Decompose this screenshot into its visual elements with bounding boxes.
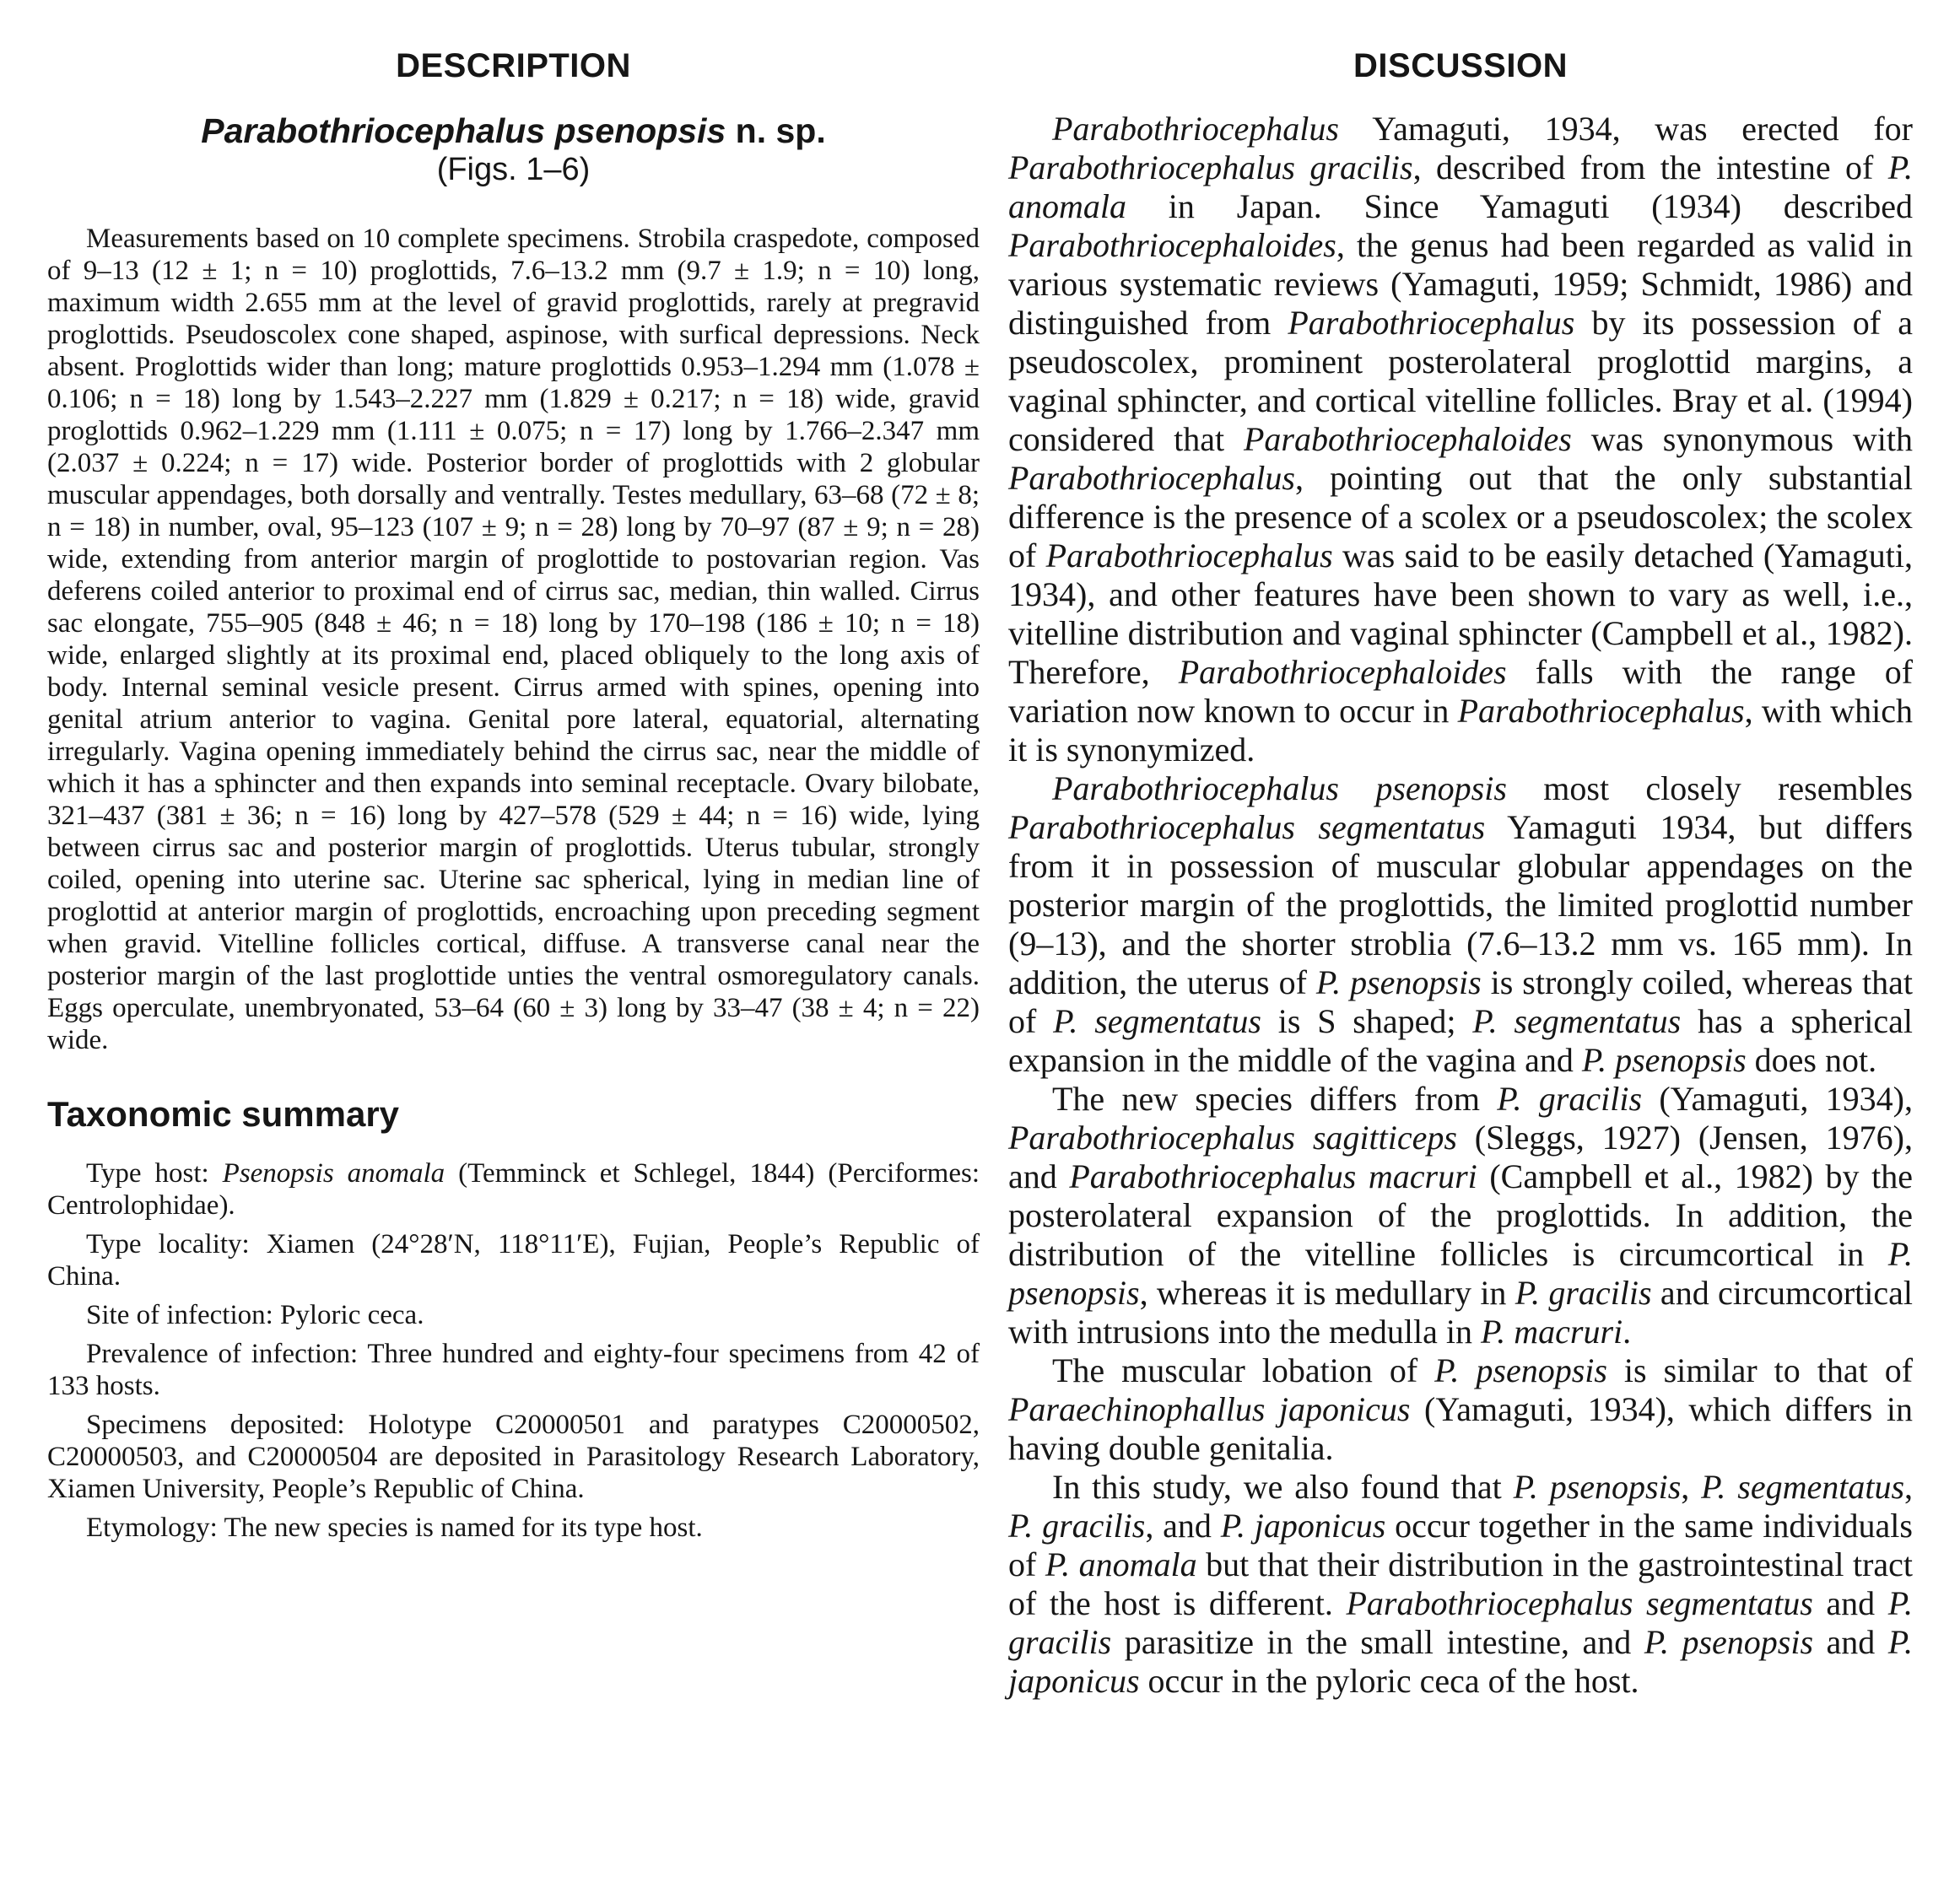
text-run: , pointing out that the only substantial difference is the presence of a scolex or a pseudoscolex; the scolex of (1008, 459, 1913, 574)
left-column (47, 47, 980, 1893)
text-run: , described from the intestine of (1412, 148, 1888, 186)
italic-text-run: P. gracilis (1497, 1080, 1643, 1118)
italic-text-run: Parabothriocephalus (1008, 459, 1295, 497)
discussion-heading: DISCUSSION (1353, 47, 1568, 84)
text-run: is strongly coiled, whereas that of (1008, 963, 1914, 1040)
italic-text-run: Parabothriocephaloides (1243, 420, 1572, 458)
text-run: has a spherical expansion in the middle of the vagina and (1008, 1002, 1913, 1079)
text-run: is similar to that of (1606, 1351, 1914, 1389)
text-run: Etymology: The new species is named for its type host. (86, 1513, 703, 1543)
text-run: The muscular lobation of (1052, 1351, 1435, 1389)
italic-text-run: Parabothriocephaloides (1178, 653, 1507, 691)
italic-text-run: P. japonicus (1008, 1623, 1914, 1700)
text-run: (Yamaguti, 1934), which differs in having double genitalia. (1008, 1390, 1913, 1467)
italic-text-run: Parabothriocephalus macruri (1069, 1157, 1477, 1195)
italic-text-run: P. psenopsis (1008, 1235, 1913, 1312)
text-run: , the genus had been regarded as valid in various systematic reviews (Yamaguti, 1959; Schmidt, 1986) and distinguished from (1008, 226, 1913, 342)
discussion-paragraph (1008, 1468, 1913, 1701)
taxonomy-item (47, 1299, 980, 1331)
text-run: Prevalence of infection: Three hundred and eighty-four specimens from 42 of 133 hosts. (47, 1339, 980, 1401)
species-title-suffix: n. sp. (726, 111, 826, 150)
text-run: falls with the range of variation now known to occur in (1008, 653, 1914, 730)
italic-text-run: P. psenopsis (1513, 1468, 1682, 1506)
italic-text-run: P. segmentatus (1472, 1002, 1682, 1040)
text-run: Yamaguti, 1934, was erected for (1338, 110, 1913, 148)
text-run: and (1813, 1623, 1888, 1661)
right-column (1008, 47, 1913, 1893)
taxonomy-item (47, 1409, 980, 1505)
italic-text-run: Parabothriocephalus (1288, 304, 1575, 342)
text-run: (Campbell et al., 1982) by the posterolateral expansion of the proglottids. In addition, the distribution of the vitelline follicles is circumcortical in (1008, 1157, 1913, 1273)
discussion-paragraph (1008, 110, 1913, 769)
italic-text-run: Parabothriocephalus segmentatus (1346, 1584, 1813, 1622)
italic-text-run: P. segmentatus (1053, 1002, 1261, 1040)
text-run: , whereas it is medullary in (1139, 1274, 1515, 1312)
figures-reference: (Figs. 1–6) (436, 152, 591, 187)
text-run: In this study, we also found that (1052, 1468, 1514, 1506)
italic-text-run: P. gracilis (1008, 1507, 1146, 1545)
discussion-paragraph (1008, 1351, 1913, 1468)
italic-text-run: P. psenopsis (1644, 1623, 1814, 1661)
species-title-name: Parabothriocephalus psenopsis (201, 111, 726, 150)
text-run: . (1623, 1313, 1632, 1351)
text-run: Yamaguti 1934, but differs from it in possession of muscular globular appendages on the posterior margin of the proglottids, the limited proglottid number (9–13), and the shorter stroblia (7.6–13.2 mm vs. 165 mm). In addition, the uterus of (1008, 808, 1914, 1001)
text-run: in Japan. Since Yamaguti (1934) described (1126, 187, 1913, 225)
text-run: was synonymous with (1571, 420, 1913, 458)
italic-text-run: Paraechinophallus japonicus (1008, 1390, 1411, 1428)
taxonomy-item (47, 1228, 980, 1292)
text-run: Type locality: Xiamen (24°28′N, 118°11′E), Fujian, People’s Republic of China. (47, 1229, 980, 1292)
italic-text-run: P. psenopsis (1434, 1351, 1607, 1389)
text-run: occur together in the same individuals of (1008, 1507, 1913, 1583)
italic-text-run: Parabothriocephaloides (1008, 226, 1336, 264)
text-run: occur in the pyloric ceca of the host. (1139, 1662, 1639, 1700)
text-run: , and (1145, 1507, 1221, 1545)
italic-text-run: P. psenopsis (1581, 1041, 1747, 1079)
text-run: but that their distribution in the gastrointestinal tract of the host is different. (1008, 1545, 1914, 1622)
italic-text-run: Parabothriocephalus (1457, 692, 1745, 730)
text-run: and circumcortical with intrusions into the medulla in (1008, 1274, 1913, 1351)
text-run: (Yamaguti, 1934), (1642, 1080, 1913, 1118)
italic-text-run: Psenopsis anomala (222, 1158, 445, 1189)
italic-text-run: Parabothriocephalus sagitticeps (1008, 1119, 1457, 1157)
text-run: Type host: (86, 1158, 223, 1189)
taxonomic-summary-heading: Taxonomic summary (47, 1094, 400, 1134)
species-title (47, 111, 980, 150)
italic-text-run: P. japonicus (1220, 1507, 1386, 1545)
text-run: is S shaped; (1261, 1002, 1473, 1040)
italic-text-run: P. anomala (1045, 1545, 1197, 1583)
taxonomy-list (47, 1157, 980, 1544)
text-run: , with which it is synonymized. (1008, 692, 1913, 769)
italic-text-run: P. gracilis (1008, 1584, 1913, 1661)
italic-text-run: P. psenopsis (1315, 963, 1482, 1001)
text-run: Site of infection: Pyloric ceca. (86, 1300, 424, 1330)
text-run: by its possession of a pseudoscolex, prominent posterolateral proglottid margins, a vaginal sphincter, and cortical vitelline follicles. Bray et al. (1994) considered that (1008, 304, 1914, 458)
italic-text-run: Parabothriocephalus gracilis (1008, 148, 1413, 186)
text-run: (Sleggs, 1927) (Jensen, 1976), and (1008, 1119, 1913, 1195)
text-run: The new species differs from (1052, 1080, 1498, 1118)
discussion-paragraph (1008, 769, 1913, 1080)
italic-text-run: Parabothriocephalus (1052, 110, 1339, 148)
italic-text-run: Parabothriocephalus segmentatus (1008, 808, 1486, 846)
discussion-paragraph (1008, 1080, 1913, 1351)
text-run: does not. (1746, 1041, 1877, 1079)
text-run: parasitize in the small intestine, and (1111, 1623, 1644, 1661)
taxonomy-item (47, 1512, 980, 1544)
italic-text-run: P. segmentatus (1701, 1468, 1905, 1506)
text-run: , (1904, 1468, 1914, 1506)
text-run: and (1812, 1584, 1888, 1622)
italic-text-run: P. macruri (1480, 1313, 1623, 1351)
taxonomy-item (47, 1338, 980, 1402)
text-run: most closely resembles (1506, 769, 1913, 807)
taxonomy-item (47, 1157, 980, 1222)
description-paragraph: Measurements based on 10 complete specimens. Strobila craspedote, composed of 9–13 (12 ± 1; n = 10) proglottids, 7.6–13.2 mm (9.7 ± 1.9; n = 10) long, maximum width 2.655 mm at the level of gravid proglottids, rarely at pregravid proglottids. Pseudoscolex cone shaped, aspinose, with surfical depressions. Neck absent. Proglottids wider than long; mature proglottids 0.953–1.294 mm (1.078 ± 0.106; n = 18) long by 1.543–2.227 mm (1.829 ± 0.217; n = 18) wide, gravid proglottids 0.962–1.229 mm (1.111 ± 0.075; n = 17) long by 1.766–2.347 mm (2.037 ± 0.224; n = 17) wide. Posterior border of proglottids with 2 globular muscular appendages, both dorsally and ventrally. Testes medullary, 63–68 (72 ± 8; n = 18) in number, oval, 95–123 (107 ± 9; n = 28) long by 70–97 (87 ± 9; n = 28) wide, extending from anterior margin of proglottide to postovarian region. Vas deferens coiled anterior to proximal end of cirrus sac, median, thin walled. Cirrus sac elongate, 755–905 (848 ± 46; n = 18) long by 170–198 (186 ± 10; n = 18) wide, enlarged slightly at its proximal end, placed obliquely to the long axis of body. Internal seminal vesicle present. Cirrus armed with spines, opening into genital atrium anterior to vagina. Genital pore lateral, equatorial, alternating irregularly. Vagina opening immediately behind the cirrus sac, near the middle of which it has a sphincter and then expands into seminal receptacle. Ovary bilobate, 321–437 (381 ± 36; n = 16) long by 427–578 (529 ± 44; n = 16) wide, lying between cirrus sac and posterior margin of proglottids. Uterus tubular, strongly coiled, opening into uterine sac. Uterine sac spherical, lying in median line of proglottid at anterior margin of proglottids, encroaching upon preceding segment when gravid. Vitelline follicles cortical, diffuse. A transverse canal near the posterior margin of the last proglottide unties the ventral osmoregulatory canals. Eggs operculate, unembryonated, 53–64 (60 ± 3) long by 33–47 (38 ± 4; n = 22) wide. (47, 224, 980, 1055)
italic-text-run: P. anomala (1008, 148, 1913, 225)
italic-text-run: Parabothriocephalus (1045, 537, 1333, 574)
text-run: was said to be easily detached (Yamaguti, 1934), and other features have been shown to vary as well, i.e., vitelline distribution and vaginal sphincter (Campbell et al., 1982). Therefore, (1008, 537, 1913, 691)
italic-text-run: Parabothriocephalus psenopsis (1052, 769, 1507, 807)
italic-text-run: P. gracilis (1515, 1274, 1652, 1312)
text-run: Specimens deposited: Holotype C20000501 and paratypes C20000502, C20000503, and C20000504 are deposited in Parasitology Research Laboratory, Xiamen University, People’s Republic of China. (47, 1410, 980, 1504)
text-run: , (1681, 1468, 1702, 1506)
description-heading: DESCRIPTION (396, 47, 631, 84)
text-run: (Temminck et Schlegel, 1844) (Perciformes: Centrolophidae). (47, 1158, 980, 1221)
discussion-paragraphs (1008, 110, 1913, 1701)
